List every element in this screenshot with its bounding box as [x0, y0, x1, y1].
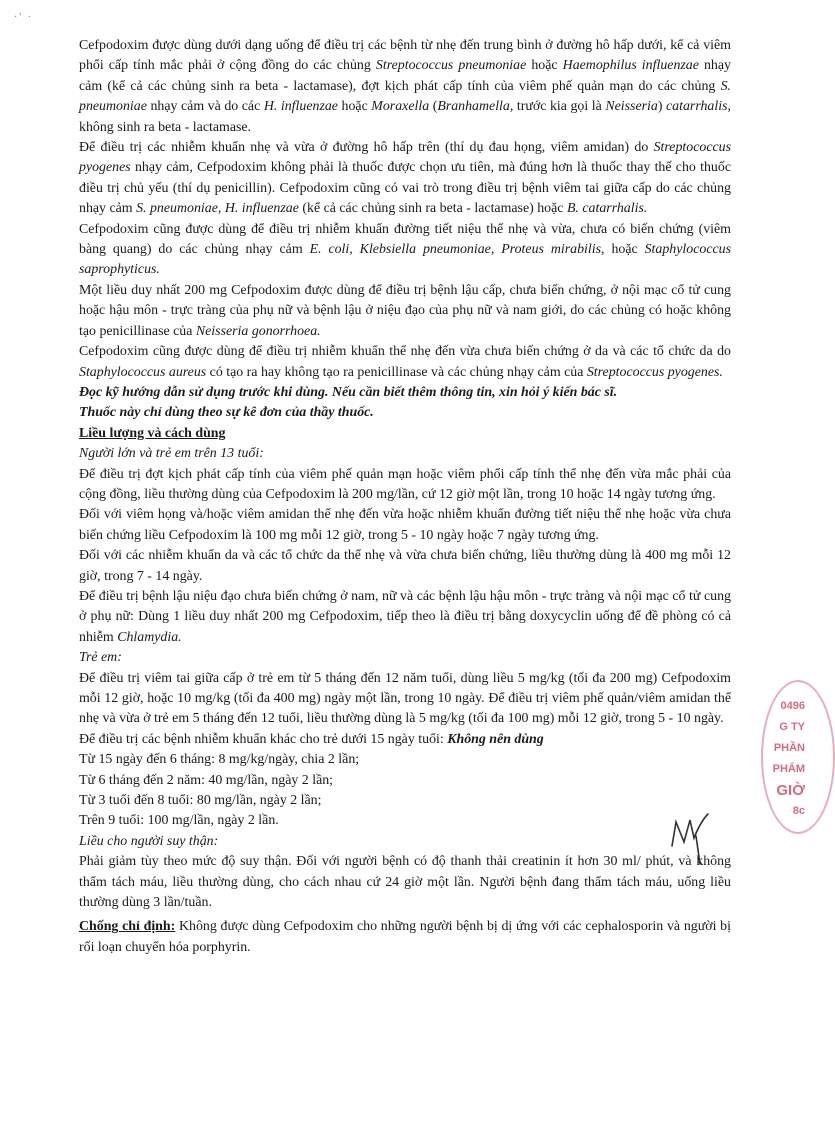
text-run: hoặc: [337, 99, 372, 115]
children-dose-otitis: Để điều trị viêm tai giữa cấp ở trẻ em từ 5 tháng đến 12 năm tuổi, dùng liều 5 mg/kg (tối đa 200 mg) Cefpodoxim mỗi 12 giờ, hoặc 10 mg/kg (tối đa 400 mg) ngày một lần, trong 10 ngày. Để điều trị viêm phế quản/viêm amidan thể nhẹ và vừa ở trẻ em 5 tháng đến 12 tuổi, liều thường dùng là 5 mg/kg (tối đa 100 mg) mỗi 12 giờ, trong 5 - 10 ngày.: [79, 670, 731, 727]
text-run: trước kia gọi là: [513, 99, 606, 115]
indication-paragraph: [79, 220, 731, 281]
stamp-line: PHẨM: [772, 763, 805, 775]
children-dose-item: Từ 3 tuổi đến 8 tuổi: 80 mg/lần, ngày 2 lần;: [79, 793, 322, 809]
text-run: Để điều trị các nhiễm khuẩn nhẹ và vừa ở đường hô hấp trên (thí dụ đau họng, viêm amidan) do: [79, 140, 654, 156]
warning-prescription-only: Thuốc này chỉ dùng theo sự kê đơn của thầy thuốc.: [79, 405, 374, 421]
children-dose-item: Trên 9 tuổi: 100 mg/lần, ngày 2 lần.: [79, 813, 279, 829]
adult-dose-bronchitis: Để điều trị đợt kịch phát cấp tính của viêm phế quản mạn hoặc viêm phổi cấp tính thể nhẹ đến vừa mắc phải của cộng đồng, liều thường dùng của Cefpodoxim là 200 mg/lần, cứ 12 giờ một lần, trong 10 hoặc 14 ngày tương ứng.: [79, 466, 731, 502]
renal-subheading: Liều cho người suy thận:: [79, 833, 219, 849]
italic-text: catarrhalis: [666, 99, 728, 115]
adult-subheading: Người lớn và trẻ em trên 13 tuổi:: [79, 446, 264, 462]
text-run: , hoặc: [601, 242, 645, 258]
contraindications-heading: Chống chỉ định:: [79, 919, 176, 935]
italic-text: B. catarrhalis.: [566, 201, 648, 217]
text-run: Một liều duy nhất 200 mg Cefpodoxim được dùng để điều trị bệnh lậu cấp, chưa biến chứng, ở nội mạc cổ tử cung hoặc hậu môn - trực tràng của phụ nữ và bệnh lậu ở niệu đạo của phụ nữ và nam giới, do các chủng có hoặc không tạo penicillinase của: [79, 282, 731, 339]
children-dose-item: Từ 6 tháng đến 2 năm: 40 mg/lần, ngày 2 lần;: [79, 772, 334, 788]
italic-text: Branhamella,: [437, 99, 514, 115]
company-stamp: [757, 696, 805, 822]
text-run: nhạy cảm, Cefpodoxim không phải là thuốc được chọn ưu tiên, mà đúng hơn là thuốc thay thế cho thuốc điều trị chủ yếu (thí dụ penicillin). Cefpodoxim cũng có vai trò trong điều trị bệnh viêm tai giữa cấp do các chủng nhạy cảm: [79, 160, 731, 217]
indication-paragraph: [79, 36, 731, 138]
italic-text: H. influenzae: [263, 99, 338, 115]
italic-text: Streptococcus pyogenes: [79, 140, 731, 176]
renal-dose: Phải giảm tùy theo mức độ suy thận. Đối với người bệnh có độ thanh thải creatinin ít hơn 30 ml/ phút, và không thẩm tách máu, liều thường dùng, cho cách nhau cứ 24 giờ một lần. Người bệnh đang thẩm tách máu, uống liều thường dùng 3 lần/tuần.: [79, 854, 731, 911]
children-dose-item: Từ 15 ngày đến 6 tháng: 8 mg/kg/ngày, chia 2 lần;: [79, 752, 360, 768]
italic-text: Streptococcus pyogenes.: [586, 364, 723, 380]
contraindications: [79, 917, 731, 958]
stamp-line: GIỜ: [776, 782, 805, 799]
text-run: (kể cả các chủng sinh ra beta - lactamase) hoặc: [298, 201, 567, 217]
dosage-heading: Liều lượng và cách dùng: [79, 425, 226, 441]
text-run: có tạo ra hay không tạo ra penicillinase và các chủng nhạy cảm của: [206, 364, 587, 380]
italic-text: Moraxella: [371, 99, 430, 115]
indication-paragraph: [79, 281, 731, 342]
text-run: ): [657, 99, 666, 115]
text-run: Cefpodoxim cũng được dùng để điều trị nhiễm khuẩn đường tiết niệu thể nhẹ và vừa, chưa có biến chứng (viêm bàng quang) do các chủng nhạy cảm: [79, 221, 731, 258]
document-page: [79, 36, 731, 958]
dosage-heading-line: [79, 424, 731, 444]
italic-text: S. pneumoniae, H. influenzae: [136, 201, 299, 217]
text-run: Cefpodoxim cũng được dùng để điều trị nhiễm khuẩn thể nhẹ đến vừa chưa biến chứng ở da và các tổ chức da do: [79, 344, 731, 360]
contraindications-text: Không được dùng Cefpodoxim cho những người bệnh bị dị ứng với các cephalosporin và người bị rối loạn chuyển hóa porphyrin.: [79, 919, 731, 955]
text-run: , không sinh ra beta - lactamase.: [79, 99, 731, 135]
indication-paragraph: [79, 342, 731, 383]
warning-read-instructions: Đọc kỹ hướng dẫn sử dụng trước khi dùng. Nếu cần biết thêm thông tin, xin hỏi ý kiến bác sĩ.: [79, 384, 618, 400]
italic-text: Streptococcus pneumoniae: [375, 58, 527, 74]
italic-text: Staphylococcus saprophyticus.: [79, 242, 732, 278]
adult-dose-skin: Đối với các nhiễm khuẩn da và các tổ chức da thể nhẹ và vừa chưa biến chứng, liều thường dùng là 400 mg mỗi 12 giờ, trong 7 - 14 ngày.: [79, 548, 731, 584]
adult-dose-pharyngitis: Đối với viêm họng và/hoặc viêm amidan thể nhẹ đến vừa hoặc nhiễm khuẩn đường tiết niệu thể nhẹ hoặc vừa chưa biến chứng liều Cefpodoxim là 100 mg mỗi 12 giờ, trong 5 - 10 ngày hoặc 7 ngày tương ứng.: [79, 507, 731, 543]
stamp-line: G TY: [779, 721, 805, 733]
indication-paragraph: [79, 138, 731, 220]
signature-mark: [668, 808, 732, 866]
stamp-line: 8c: [792, 805, 805, 817]
italic-text: Neisseria: [605, 99, 658, 115]
adult-dose-gonorrhea: [79, 587, 731, 648]
italic-text: Chlamydia.: [117, 629, 182, 645]
italic-text: Haemophilus influenzae: [562, 58, 699, 74]
stamp-line: PHẦN: [773, 742, 805, 754]
children-other-line: [79, 730, 731, 750]
italic-text: E. coli, Klebsiella pneumoniae, Proteus mirabilis: [309, 242, 602, 258]
italic-text: Neisseria gonorrhoea.: [195, 323, 321, 339]
text-run: Để điều trị bệnh lậu niệu đạo chưa biến chứng ở nam, nữ và các bệnh lậu hậu môn - trực tràng và nội mạc cổ tử cung ở phụ nữ: Dùng 1 liều duy nhất 200 mg Cefpodoxim, tiếp theo là điều trị bằng doxycyclin uống để đề phòng có cả nhiễm: [79, 588, 731, 645]
indications-section: [79, 36, 731, 383]
not-recommended-label: Không nên dùng: [447, 731, 544, 747]
children-subheading: Trẻ em:: [79, 650, 122, 666]
stamp-line: 0496: [780, 700, 805, 712]
text-run: hoặc: [526, 58, 563, 74]
text-run: (: [429, 99, 438, 115]
text-run: nhạy cảm (kể cả các chủng sinh ra beta - lactamase), đợt kịch phát cấp tính của viêm phế quản mạn do các chủng: [79, 58, 731, 94]
text-run: nhạy cảm và do các: [146, 99, 264, 115]
text-run: Cefpodoxim được dùng dưới dạng uống để điều trị các bệnh từ nhẹ đến trung bình ở đường hô hấp dưới, kể cả viêm phổi cấp tính mắc phải ở cộng đồng do các chủng: [79, 38, 731, 74]
scan-specks: ·' ·: [14, 12, 33, 23]
children-other-prefix: Để điều trị các bệnh nhiễm khuẩn khác cho trẻ dưới 15 ngày tuổi:: [79, 731, 448, 747]
italic-text: Staphylococcus aureus: [79, 364, 207, 380]
italic-text: S. pneumoniae: [79, 78, 731, 115]
stamp-ring: [761, 680, 835, 834]
